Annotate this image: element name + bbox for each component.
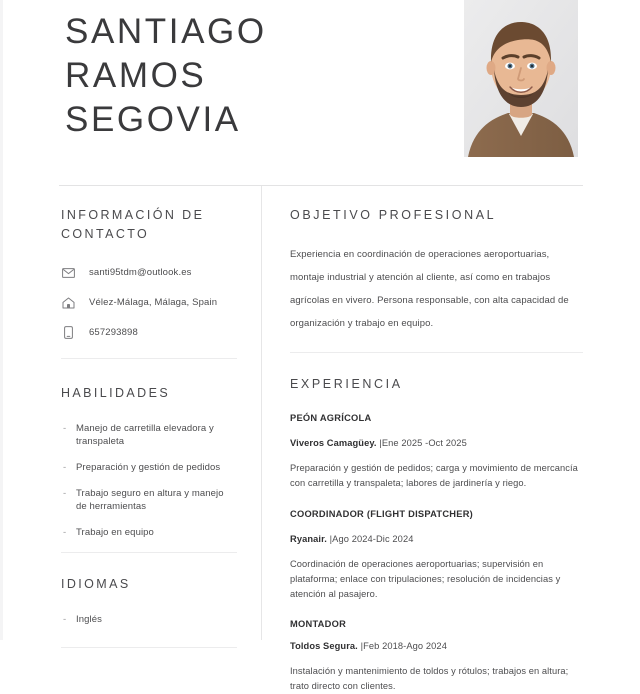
- job-position: MONTADOR: [290, 619, 347, 629]
- job-position: PEÓN AGRÍCOLA: [290, 413, 372, 423]
- languages-section-title: IDIOMAS: [61, 577, 131, 591]
- job-company: Viveros Camagüey.: [290, 438, 377, 448]
- job-position: COORDINADOR (FLIGHT DISPATCHER): [290, 509, 474, 519]
- objective-body: [290, 243, 583, 335]
- list-item: - Inglés: [61, 613, 237, 626]
- experience-section-title: EXPERIENCIA: [290, 377, 403, 391]
- languages-list: [61, 613, 237, 626]
- profile-photo: [464, 0, 578, 157]
- contact-item-phone: [61, 325, 237, 340]
- name-line-2: RAMOS: [65, 56, 207, 95]
- list-item: - Preparación y gestión de pedidos: [61, 461, 237, 474]
- job-description: Coordinación de operaciones aeroportuarias; supervisión en plataforma; enlace con tripulaciones; resolución de incidencias y atención al pasajero.: [290, 559, 561, 599]
- job-dates: |Feb 2018-Ago 2024: [360, 641, 447, 651]
- objective-text: Experiencia en coordinación de operaciones aeroportuarias, montaje industrial y atención al cliente, así como en trabajos agrícolas en vivero. Persona responsable, con alta capacidad de organización y trabajo en equipo.: [290, 249, 569, 329]
- job-company: Toldos Segura.: [290, 641, 358, 651]
- job-description: Instalación y mantenimiento de toldos y rótulos; trabajos en altura; trato directo con clientes.: [290, 666, 569, 691]
- job-company: Ryanair.: [290, 534, 327, 544]
- job-meta: [290, 437, 583, 450]
- resume-header: [3, 0, 640, 186]
- job-dates: |Ene 2025 -Oct 2025: [379, 438, 467, 448]
- contact-phone-value: 657293898: [89, 327, 138, 338]
- envelope-icon: [61, 265, 76, 280]
- objective-section-title: OBJETIVO PROFESIONAL: [290, 208, 497, 222]
- experience-entry: [290, 508, 583, 602]
- contact-item-location: [61, 295, 237, 310]
- contact-section-title: INFORMACIÓN DE CONTACTO: [61, 208, 205, 241]
- experience-heading-wrap: [290, 375, 583, 394]
- list-item: - Trabajo en equipo: [61, 526, 237, 539]
- main-divider-1: [290, 352, 583, 353]
- candidate-name: [65, 10, 455, 142]
- contact-location-value: Vélez-Málaga, Málaga, Spain: [89, 297, 218, 308]
- sidebar-column: [61, 206, 237, 648]
- list-item: - Manejo de carretilla elevadora y transpaleta: [61, 422, 237, 448]
- contact-email-value: santi95tdm@outlook.es: [89, 267, 192, 278]
- job-description: Preparación y gestión de pedidos; carga y movimiento de mercancía con carretilla y transpaleta; labores de jardinería y riego.: [290, 463, 578, 488]
- skills-list: [61, 422, 237, 539]
- phone-icon: [61, 325, 76, 340]
- home-icon: [61, 295, 76, 310]
- name-line-3: SEGOVIA: [65, 100, 241, 139]
- contact-item-email: [61, 265, 237, 280]
- contact-list: [61, 265, 237, 340]
- spacer: [61, 359, 237, 384]
- spacer: [61, 553, 237, 575]
- experience-entry: [290, 618, 583, 694]
- list-item: - Trabajo seguro en altura y manejo de herramientas: [61, 487, 237, 513]
- job-meta: [290, 640, 583, 653]
- job-meta: [290, 533, 583, 546]
- name-line-1: SANTIAGO: [65, 12, 267, 51]
- main-column: [290, 206, 583, 694]
- job-dates: |Ago 2024-Dic 2024: [329, 534, 414, 544]
- column-divider: [261, 186, 262, 640]
- header-divider: [59, 185, 583, 186]
- experience-entry: [290, 412, 583, 491]
- skills-section-title: HABILIDADES: [61, 386, 171, 400]
- sidebar-divider-3: [61, 647, 237, 648]
